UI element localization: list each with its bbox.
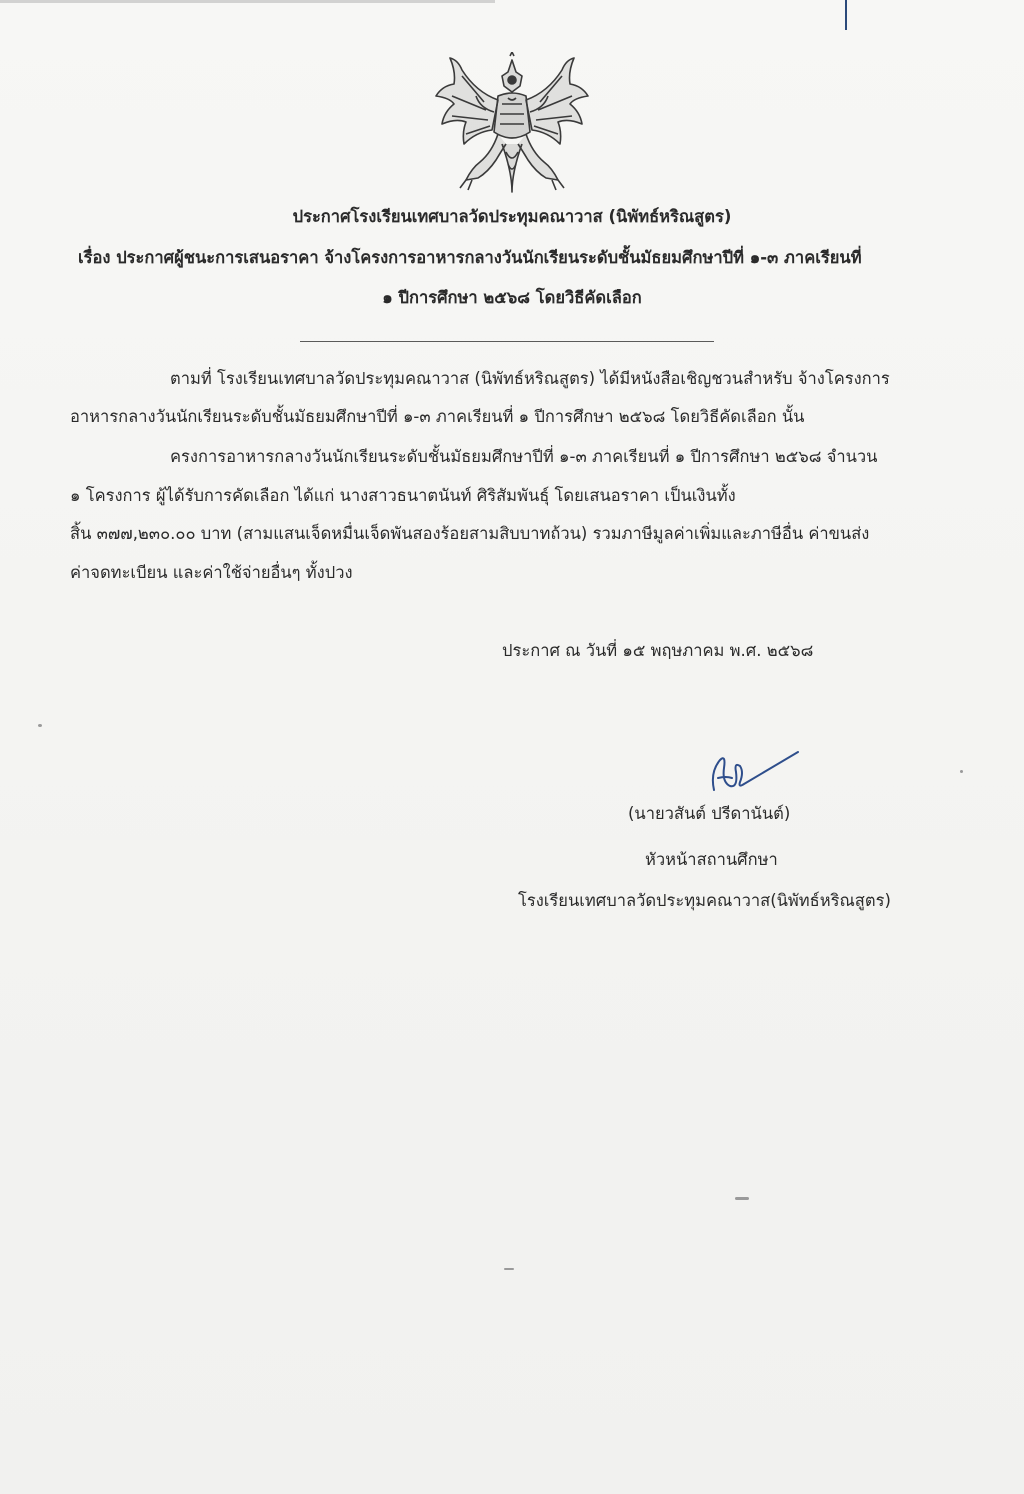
announcement-date: ประกาศ ณ วันที่ ๑๕ พฤษภาคม พ.ศ. ๒๕๖๘ <box>502 641 814 660</box>
scan-speck <box>38 724 42 727</box>
handwritten-signature <box>700 742 810 800</box>
paragraph-2-line-1: ครงการอาหารกลางวันนักเรียนระดับชั้นมัธยมศึกษาปีที่ ๑-๓ ภาคเรียนที่ ๑ ปีการศึกษา ๒๕๖๘ จำนวน <box>170 447 878 466</box>
header-divider <box>300 341 714 342</box>
announcement-title: ประกาศโรงเรียนเทศบาลวัดประทุมคณาวาส (นิพัทธ์หริณสูตร) <box>292 207 732 226</box>
garuda-emblem-icon <box>432 52 592 200</box>
subject-line-1: เรื่อง ประกาศผู้ชนะการเสนอราคา จ้างโครงการอาหารกลางวันนักเรียนระดับชั้นมัธยมศึกษาปีที่ ๑-๓ ภาคเรียนที่ <box>78 248 862 267</box>
paragraph-1-line-1: ตามที่ โรงเรียนเทศบาลวัดประทุมคณาวาส (นิพัทธ์หริณสูตร) ได้มีหนังสือเชิญชวนสำหรับ จ้างโครงการ <box>170 369 890 388</box>
scan-edge-top <box>0 0 495 3</box>
signatory-organization: โรงเรียนเทศบาลวัดประทุมคณาวาส(นิพัทธ์หริณสูตร) <box>518 891 891 910</box>
paragraph-2-line-3: สิ้น ๓๗๗,๒๓๐.๐๐ บาท (สามแสนเจ็ดหมื่นเจ็ดพันสองร้อยสามสิบบาทถ้วน) รวมภาษีมูลค่าเพิ่มและภาษีอื่น ค่าขนส่ง <box>70 524 870 543</box>
paragraph-2-line-4: ค่าจดทะเบียน และค่าใช้จ่ายอื่นๆ ทั้งปวง <box>70 563 353 582</box>
scan-speck <box>504 1268 514 1270</box>
paragraph-1-line-2: อาหารกลางวันนักเรียนระดับชั้นมัธยมศึกษาปีที่ ๑-๓ ภาคเรียนที่ ๑ ปีการศึกษา ๒๕๖๘ โดยวิธีคัดเลือก นั้น <box>70 407 805 426</box>
subject-line-2: ๑ ปีการศึกษา ๒๕๖๘ โดยวิธีคัดเลือก <box>382 288 642 307</box>
scan-speck <box>960 770 963 773</box>
scan-edge-mark <box>845 0 847 30</box>
paragraph-2-line-2: ๑ โครงการ ผู้ได้รับการคัดเลือก ได้แก่ นางสาวธนาตนันท์ ศิริสัมพันธุ์ โดยเสนอราคา เป็นเงินทั้ง <box>70 486 736 505</box>
signatory-position: หัวหน้าสถานศึกษา <box>645 850 778 869</box>
signatory-name: (นายวสันต์ ปรีดานันต์) <box>628 804 791 823</box>
scan-speck <box>735 1197 749 1200</box>
